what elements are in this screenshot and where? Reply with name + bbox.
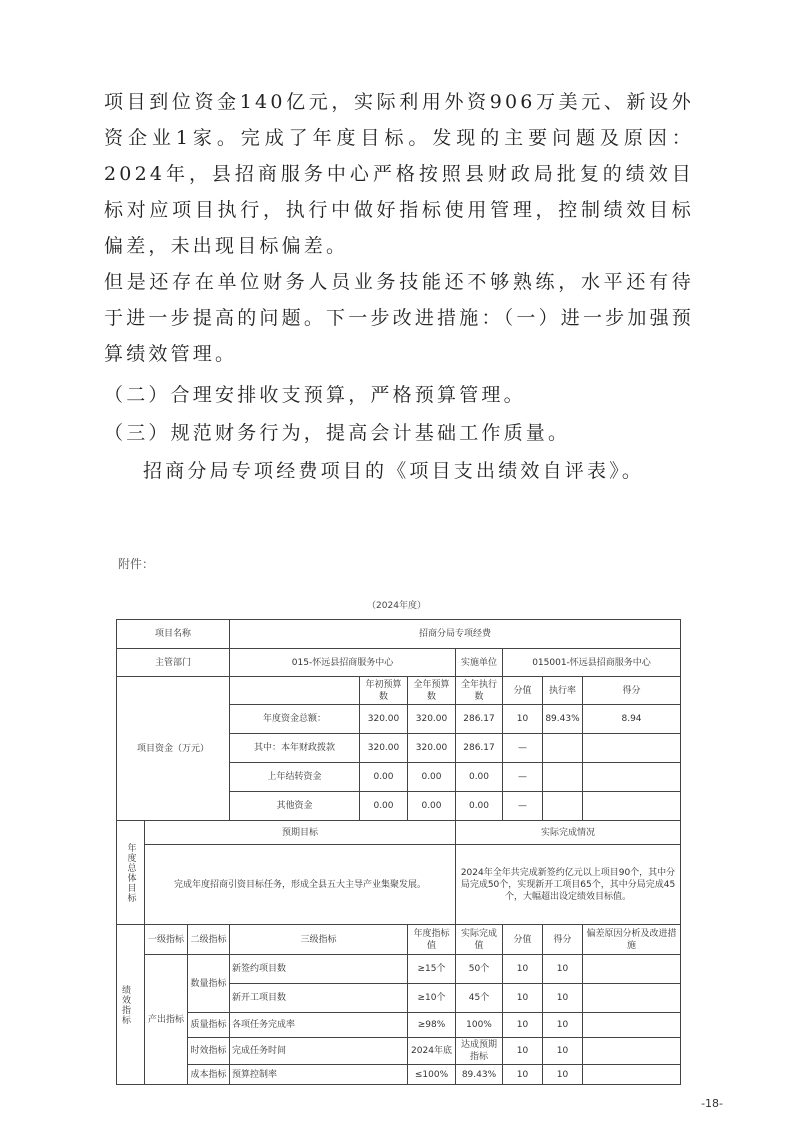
impl-label: 实施单位 [456,649,503,677]
actual-value: 89.43% [456,1065,503,1085]
paragraph-1: 项目到位资金140亿元，实际利用外资906万美元、新设外资企业1家。完成了年度目标。发现的主要问题及原因：2024年，县招商服务中心严格按照县财政局批复的绩效目标对应项目执行，执行中做好指标使用管理，控制绩效目标偏差，未出现目标偏差。 [104,91,694,257]
funds-header-blank [230,677,360,705]
target-value: ≥10个 [408,984,456,1013]
perf-header: 三级指标 [230,925,408,955]
funds-cell: 89.43% [543,705,583,734]
evaluation-table [116,619,681,1085]
got-value: 10 [543,1038,583,1065]
funds-header: 全年执行数 [456,677,503,705]
goal-actual-label: 实际完成情况 [456,821,681,845]
page-number: -18- [701,1097,723,1110]
funds-row-label: 年度资金总额： [230,705,360,734]
target-value: 2024年底 [408,1038,456,1065]
attachment-label: 附件： [118,557,155,571]
got-value: 10 [543,984,583,1013]
perf-header: 得分 [543,925,583,955]
paragraph-4: （三）规范财务行为，提高会计基础工作质量。 [104,422,571,444]
l2-quantity: 数量指标 [188,955,230,1013]
project-name: 招商分局专项经费 [230,620,681,649]
score-value: 10 [503,955,543,984]
funds-cell [543,792,583,821]
funds-header: 执行率 [543,677,583,705]
got-value: 10 [543,1013,583,1038]
score-value: 10 [503,984,543,1013]
got-value: 10 [543,1065,583,1085]
funds-cell: 8.94 [583,705,681,734]
goal-side-label: 年度总体目标 [117,821,145,925]
l3-indicator: 新签约项目数 [230,955,408,984]
score-value: 10 [503,1013,543,1038]
perf-header: 偏差原因分析及改进措施 [583,925,681,955]
funds-cell: — [503,734,543,763]
funds-cell: — [503,792,543,821]
funds-header: 全年预算数 [408,677,456,705]
l2-cost: 成本指标 [188,1065,230,1085]
goal-actual: 2024年全年共完成新签约亿元以上项目90个，其中分局完成50个，实现新开工项目65个，其中分局完成45个，大幅超出设定绩效目标值。 [456,845,681,925]
funds-header: 年初预算数 [360,677,408,705]
score-value: 10 [503,1065,543,1085]
l2-quality: 质量指标 [188,1013,230,1038]
l3-indicator: 新开工项目数 [230,984,408,1013]
perf-header: 年度指标值 [408,925,456,955]
deviation-cell [583,1038,681,1065]
funds-cell: 0.00 [408,763,456,792]
got-value: 10 [543,955,583,984]
perf-header: 实际完成值 [456,925,503,955]
funds-cell [583,792,681,821]
l3-indicator: 各项任务完成率 [230,1013,408,1038]
l1-output: 产出指标 [145,955,188,1085]
funds-cell: 0.00 [408,792,456,821]
dept-value: 015-怀远县招商服务中心 [230,649,456,677]
funds-cell: 286.17 [456,705,503,734]
target-value: ≥98% [408,1013,456,1038]
funds-row-label: 其他资金 [230,792,360,821]
score-value: 10 [503,1038,543,1065]
perf-header: 一级指标 [145,925,188,955]
perf-header: 二级指标 [188,925,230,955]
perf-side-label: 绩效指标 [117,925,145,1085]
funds-cell [543,734,583,763]
funds-cell: — [503,763,543,792]
project-name-label: 项目名称 [117,620,230,649]
actual-value: 50个 [456,955,503,984]
paragraph-2: 但是还存在单位财务人员业务技能还不够熟练，水平还有待于进一步提高的问题。下一步改进措施：（一）进一步加强预算绩效管理。 [104,271,694,365]
deviation-cell [583,984,681,1013]
funds-cell: 10 [503,705,543,734]
funds-cell [583,734,681,763]
actual-value: 100% [456,1013,503,1038]
target-value: ≤100% [408,1065,456,1085]
deviation-cell [583,1065,681,1085]
funds-cell [583,763,681,792]
funds-cell: 320.00 [408,734,456,763]
dept-label: 主管部门 [117,649,230,677]
funds-cell: 320.00 [360,705,408,734]
funds-header: 得分 [583,677,681,705]
funds-row-label: 其中：本年财政拨款 [230,734,360,763]
target-value: ≥15个 [408,955,456,984]
funds-cell: 0.00 [456,792,503,821]
l3-indicator: 完成任务时间 [230,1038,408,1065]
funds-cell: 0.00 [360,763,408,792]
year-label: （2024年度） [367,601,426,611]
goal-expected: 完成年度招商引资目标任务，形成全县五大主导产业集聚发展。 [145,845,456,925]
goal-expected-label: 预期目标 [145,821,456,845]
funds-header: 分值 [503,677,543,705]
funds-label: 项目资金（万元） [117,677,230,821]
funds-cell [543,763,583,792]
paragraph-5: 招商分局专项经费项目的《项目支出绩效自评表》。 [143,460,645,482]
funds-cell: 320.00 [408,705,456,734]
impl-value: 015001-怀远县招商服务中心 [503,649,681,677]
paragraph-3: （二）合理安排收支预算，严格预算管理。 [104,384,526,406]
funds-cell: 320.00 [360,734,408,763]
deviation-cell [583,955,681,984]
funds-cell: 0.00 [456,763,503,792]
l3-indicator: 预算控制率 [230,1065,408,1085]
perf-header: 分值 [503,925,543,955]
funds-cell: 286.17 [456,734,503,763]
funds-row-label: 上年结转资金 [230,763,360,792]
actual-value: 达成预期指标 [456,1038,503,1065]
actual-value: 45个 [456,984,503,1013]
funds-cell: 0.00 [360,792,408,821]
deviation-cell [583,1013,681,1038]
l2-time: 时效指标 [188,1038,230,1065]
